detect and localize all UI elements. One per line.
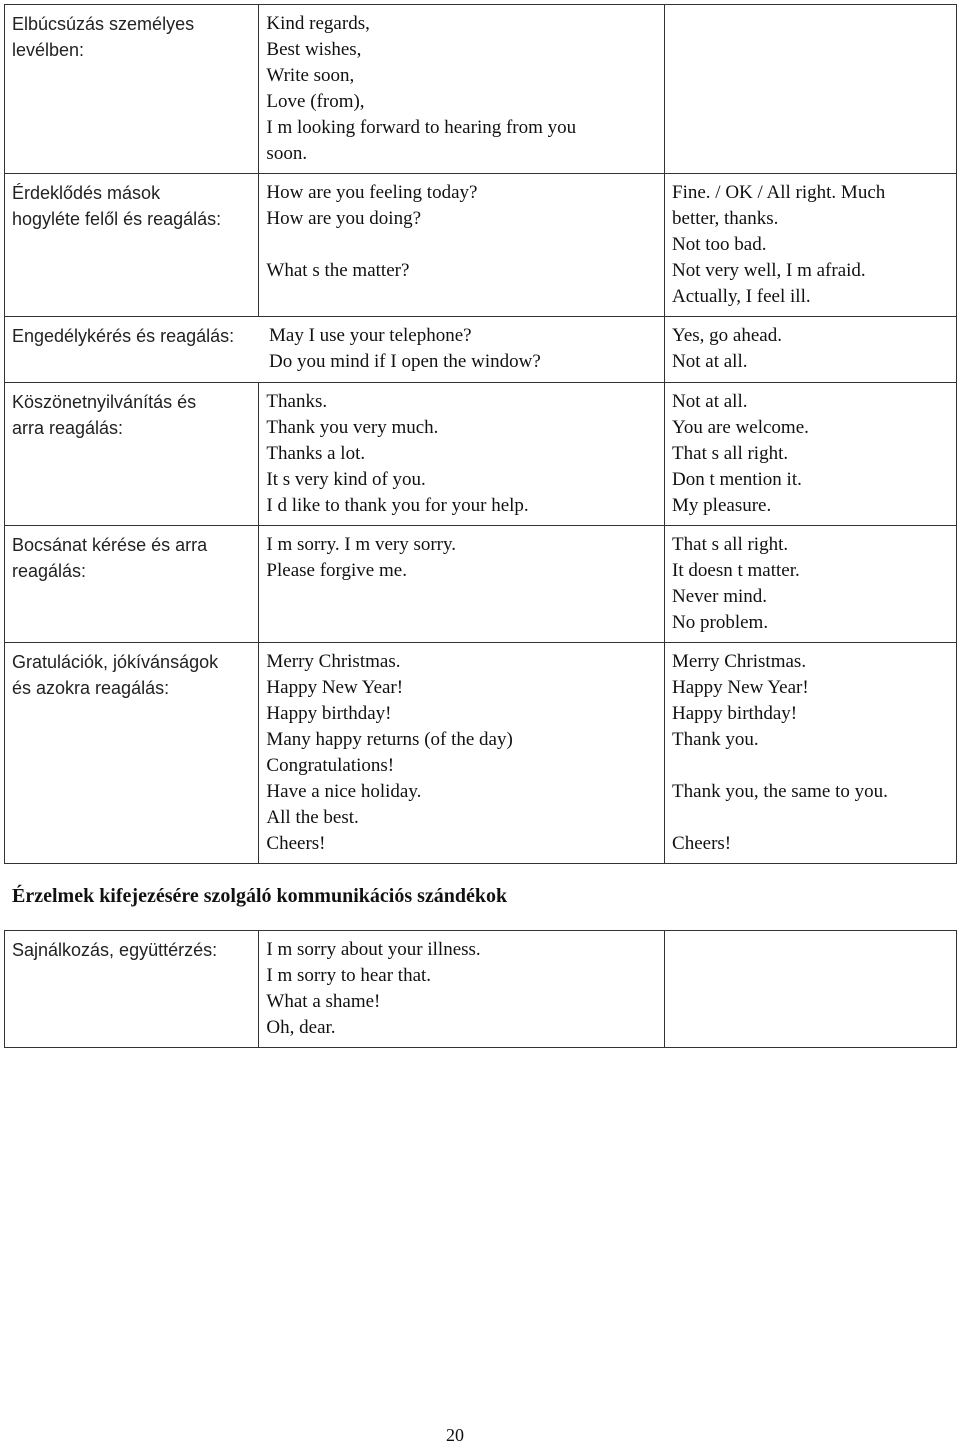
merged-label-phrases-cell [5, 317, 665, 383]
response: Yes, go ahead. [672, 325, 782, 346]
phrase: Best wishes, [266, 39, 362, 60]
phrase: Love (from), [266, 91, 365, 112]
label-line: Gratulációk, jókívánságok [12, 652, 219, 672]
phrase: Oh, dear. [266, 1017, 336, 1038]
responses-cell [665, 643, 957, 864]
response: Thank you, the same to you. [672, 781, 888, 802]
phrase: Kind regards, [266, 13, 370, 34]
response: Happy New Year! [672, 677, 809, 698]
phrase: I m looking forward to hearing from you [266, 117, 577, 138]
responses-cell [665, 174, 957, 317]
emotions-table [4, 930, 957, 1048]
label-line: Sajnálkozás, együttérzés: [12, 940, 218, 960]
phrases-cell [259, 643, 665, 864]
phrase: What a shame! [266, 991, 381, 1012]
responses-cell [665, 526, 957, 643]
response: Fine. / OK / All right. Much [672, 182, 886, 203]
phrase: It s very kind of you. [266, 469, 426, 490]
phrase [266, 232, 658, 258]
response: No problem. [672, 612, 769, 633]
response: Actually, I feel ill. [672, 286, 811, 307]
label-line: Engedélykérés és reagálás: [12, 326, 235, 346]
phrase: I m sorry. I m very sorry. [266, 534, 457, 555]
table-row [5, 931, 957, 1048]
phrases-cell [259, 383, 665, 526]
response [672, 805, 950, 831]
phrase: Many happy returns (of the day) [266, 729, 513, 750]
phrases-cell [259, 5, 665, 174]
label-line: Elbúcsúzás személyes [12, 14, 195, 34]
phrase: What s the matter? [266, 260, 410, 281]
table-row [5, 526, 957, 643]
label-line: arra reagálás: [12, 418, 124, 438]
response: Thank you. [672, 729, 759, 750]
phrase: soon. [266, 143, 308, 164]
phrase: May I use your telephone? [269, 325, 472, 346]
phrase: Please forgive me. [266, 560, 407, 581]
response: better, thanks. [672, 208, 779, 229]
phrase: Congratulations! [266, 755, 395, 776]
phrase: Cheers! [266, 833, 326, 854]
phrase: Have a nice holiday. [266, 781, 422, 802]
row-label [5, 643, 259, 864]
row-label [5, 526, 259, 643]
row-label [12, 323, 269, 375]
response: Not too bad. [672, 234, 767, 255]
label-line: hogyléte felől és reagálás: [12, 209, 222, 229]
phrase: Write soon, [266, 65, 355, 86]
table-row [5, 5, 957, 174]
response: That s all right. [672, 443, 789, 464]
row-label [5, 5, 259, 174]
phrase: All the best. [266, 807, 359, 828]
phrase: Thank you very much. [266, 417, 439, 438]
response: My pleasure. [672, 495, 772, 516]
phrase: I d like to thank you for your help. [266, 495, 529, 516]
label-line: Bocsánat kérése és arra [12, 535, 208, 555]
phrases-cell [259, 526, 665, 643]
phrase: How are you feeling today? [266, 182, 478, 203]
response: You are welcome. [672, 417, 809, 438]
responses-cell [665, 5, 957, 174]
row-label [5, 383, 259, 526]
table-row [5, 643, 957, 864]
phrase: I m sorry to hear that. [266, 965, 432, 986]
phrase: I m sorry about your illness. [266, 939, 481, 960]
phrases-group [269, 323, 541, 375]
table-row [5, 383, 957, 526]
response: Not at all. [672, 391, 748, 412]
phrase: Happy birthday! [266, 703, 392, 724]
phrase: Happy New Year! [266, 677, 404, 698]
response: Happy birthday! [672, 703, 798, 724]
page-number: 20 [446, 1425, 464, 1445]
phrase: How are you doing? [266, 208, 422, 229]
phrases-cell [259, 931, 665, 1048]
response: Never mind. [672, 586, 768, 607]
response: It doesn t matter. [672, 560, 800, 581]
phrase: Thanks a lot. [266, 443, 366, 464]
row-label [5, 931, 259, 1048]
responses-cell [665, 383, 957, 526]
response: Merry Christmas. [672, 651, 807, 672]
responses-cell [665, 317, 957, 383]
phrase: Merry Christmas. [266, 651, 401, 672]
row-label [5, 174, 259, 317]
responses-cell [665, 931, 957, 1048]
section-heading: Érzelmek kifejezésére szolgáló kommunikációs szándékok [12, 885, 508, 907]
response: Cheers! [672, 833, 732, 854]
label-line: Érdeklődés mások [12, 183, 161, 203]
response: Not very well, I m afraid. [672, 260, 866, 281]
response: Don t mention it. [672, 469, 802, 490]
phrase: Thanks. [266, 391, 328, 412]
phrases-cell [259, 174, 665, 317]
response: That s all right. [672, 534, 789, 555]
communication-table [4, 4, 957, 864]
response [672, 753, 950, 779]
label-line: Köszönetnyilvánítás és [12, 392, 197, 412]
label-line: reagálás: [12, 561, 87, 581]
response: Not at all. [672, 351, 748, 372]
label-line: és azokra reagálás: [12, 678, 170, 698]
label-line: levélben: [12, 40, 85, 60]
phrase: Do you mind if I open the window? [269, 351, 541, 372]
table-row [5, 317, 957, 383]
table-row [5, 174, 957, 317]
